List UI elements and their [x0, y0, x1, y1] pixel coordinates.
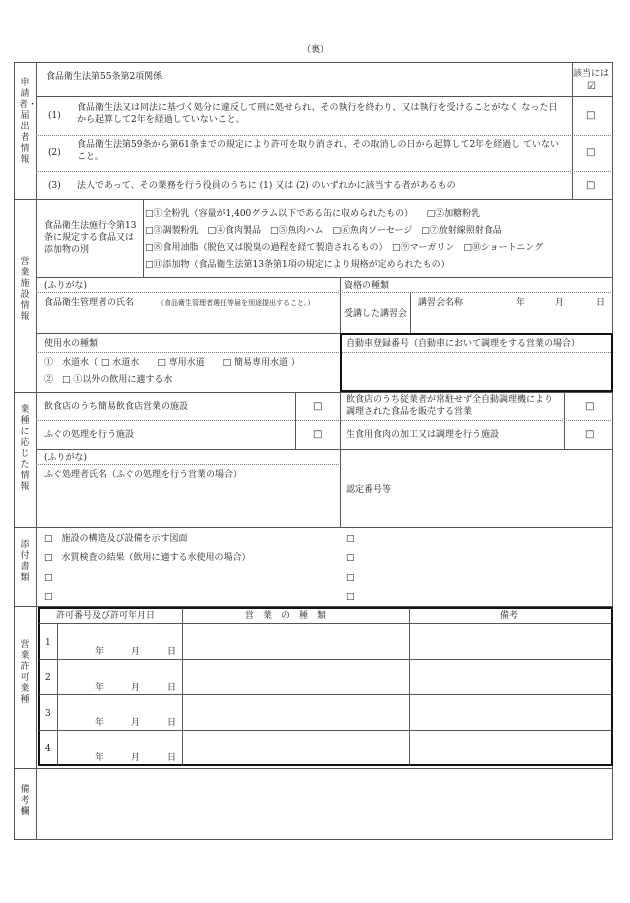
course-name-label: 講習会名称	[418, 298, 464, 308]
additives-label: 食品衛生法施行令第13条に規定する食品又は添加物の別	[44, 221, 137, 255]
water-label: 使用水の種類	[44, 339, 99, 349]
water-line-2[interactable]: ② □ ①以外の飲用に適する水	[44, 375, 173, 385]
manager-label: 食品衛生管理者の氏名	[44, 298, 135, 308]
attachment-5[interactable]: □	[346, 534, 355, 544]
water-line-1[interactable]: ① 水道水（ □ 水道水 □ 専用水道 □ 簡易専用水道 ）	[44, 358, 300, 368]
vehicle-label: 自動車登録番号（自動車において調理をする営業の場合）	[346, 339, 581, 349]
additives-line-1[interactable]: □①全粉乳（容量が1,400グラム以下である缶に収められたもの） □②加糖粉乳	[145, 209, 481, 219]
additives-line-3[interactable]: □⑧食用油脂（脱色又は脱臭の過程を経て製造されるもの） □⑨マーガリン □⑩ショートニング	[145, 243, 544, 253]
permit-col-business-type: 営 業 の 種 類	[245, 611, 327, 621]
fugu-furigana: (ふりがな)	[44, 453, 88, 463]
auto-cooking-label: 飲食店のうち従業者が常駐せず全自動調理機により調理された食品を販売する営業	[346, 395, 554, 417]
permit-row-2-number: 2	[45, 673, 51, 683]
course-day: 日	[596, 298, 606, 308]
course-month: 月	[555, 298, 565, 308]
fugu-checkbox[interactable]: □	[313, 429, 323, 440]
permit-row-1-number: 1	[45, 638, 51, 648]
fugu-label: ふぐの処理を行う施設	[44, 430, 135, 440]
section-label-applicant: 申請者・届出者情報	[19, 78, 38, 165]
permit-row-4-date: 年 月 日	[95, 753, 177, 763]
attachment-2[interactable]: □ 水質検査の結果（飲用に適する水使用の場合）	[44, 553, 251, 563]
item-2-number: (2)	[48, 148, 61, 158]
permit-row-2-date: 年 月 日	[95, 683, 177, 693]
course-label: 受講した講習会	[344, 309, 408, 319]
item-1-checkbox[interactable]: □	[586, 110, 596, 121]
additives-line-2[interactable]: □③調製粉乳 □④食肉製品 □⑤魚肉ハム □⑥魚肉ソーセージ □⑦放射線照射食品	[145, 226, 502, 236]
page-title: （裏）	[302, 45, 330, 55]
attachment-3[interactable]: □	[44, 573, 53, 583]
manager-note: （食品衛生管理者選任等届を別途提出すること。）	[157, 299, 315, 307]
additives-line-4[interactable]: □⑪添加物（食品衛生法第13条第1項の規定により規格が定められたもの）	[145, 260, 450, 270]
attachment-1[interactable]: □ 施設の構造及び設備を示す図面	[44, 534, 188, 544]
permit-row-3-number: 3	[45, 709, 51, 719]
section-label-permit: 営業許可業種	[20, 640, 30, 705]
permit-row-1-date: 年 月 日	[95, 647, 177, 657]
permit-col-remarks: 備考	[500, 611, 519, 621]
law-title: 食品衛生法第55条第2項関係	[46, 72, 163, 82]
section-label-remarks: 備考欄	[20, 785, 30, 817]
section-label-business: 業種に応じた情報	[20, 405, 30, 492]
applicable-header: 該当には	[573, 69, 610, 79]
attachment-6[interactable]: □	[346, 553, 355, 563]
section-label-attachments: 添付書類	[20, 540, 30, 583]
raw-meat-checkbox[interactable]: □	[585, 429, 595, 440]
item-3-number: (3)	[48, 181, 61, 191]
simple-restaurant-label: 飲食店のうち簡易飲食店営業の施設	[44, 402, 189, 412]
item-1-number: (1)	[48, 111, 61, 121]
item-2-text: 食品衛生法第59条から第61条までの規定により許可を取り消され、その取消しの日から起算して2年を経過し ていないこと。	[77, 140, 560, 162]
applicable-header-checkbox: ☑	[587, 81, 596, 92]
permit-row-4-number: 4	[45, 744, 51, 754]
attachment-7[interactable]: □	[346, 573, 355, 583]
attachment-4[interactable]: □	[44, 592, 53, 602]
section-label-facility: 営業施設情報	[20, 257, 30, 322]
permit-row-3-date: 年 月 日	[95, 718, 177, 728]
item-2-checkbox[interactable]: □	[586, 147, 596, 158]
permit-col-number-date: 許可番号及び許可年月日	[56, 611, 156, 621]
cert-number-label: 認定番号等	[346, 485, 392, 495]
course-year: 年	[516, 298, 526, 308]
item-1-text: 食品衛生法又は同法に基づく処分に違反して刑に処せられ、その執行を終わり、又は執行を受けることがなく なった日から起算して2年を経過していないこと。	[77, 103, 558, 125]
item-3-text: 法人であって、その業務を行う役員のうちに (1) 又は (2) のいずれかに該当する者があるもの	[77, 181, 456, 191]
raw-meat-label: 生食用食肉の加工又は調理を行う施設	[346, 430, 500, 440]
item-3-checkbox[interactable]: □	[586, 180, 596, 191]
manager-furigana: (ふりがな)	[44, 281, 88, 291]
simple-restaurant-checkbox[interactable]: □	[313, 401, 323, 412]
auto-cooking-checkbox[interactable]: □	[585, 401, 595, 412]
attachment-8[interactable]: □	[346, 592, 355, 602]
qualification-label: 資格の種類	[344, 281, 390, 291]
fugu-person-label: ふぐ処理者氏名（ふぐの処理を行う営業の場合）	[44, 470, 243, 480]
